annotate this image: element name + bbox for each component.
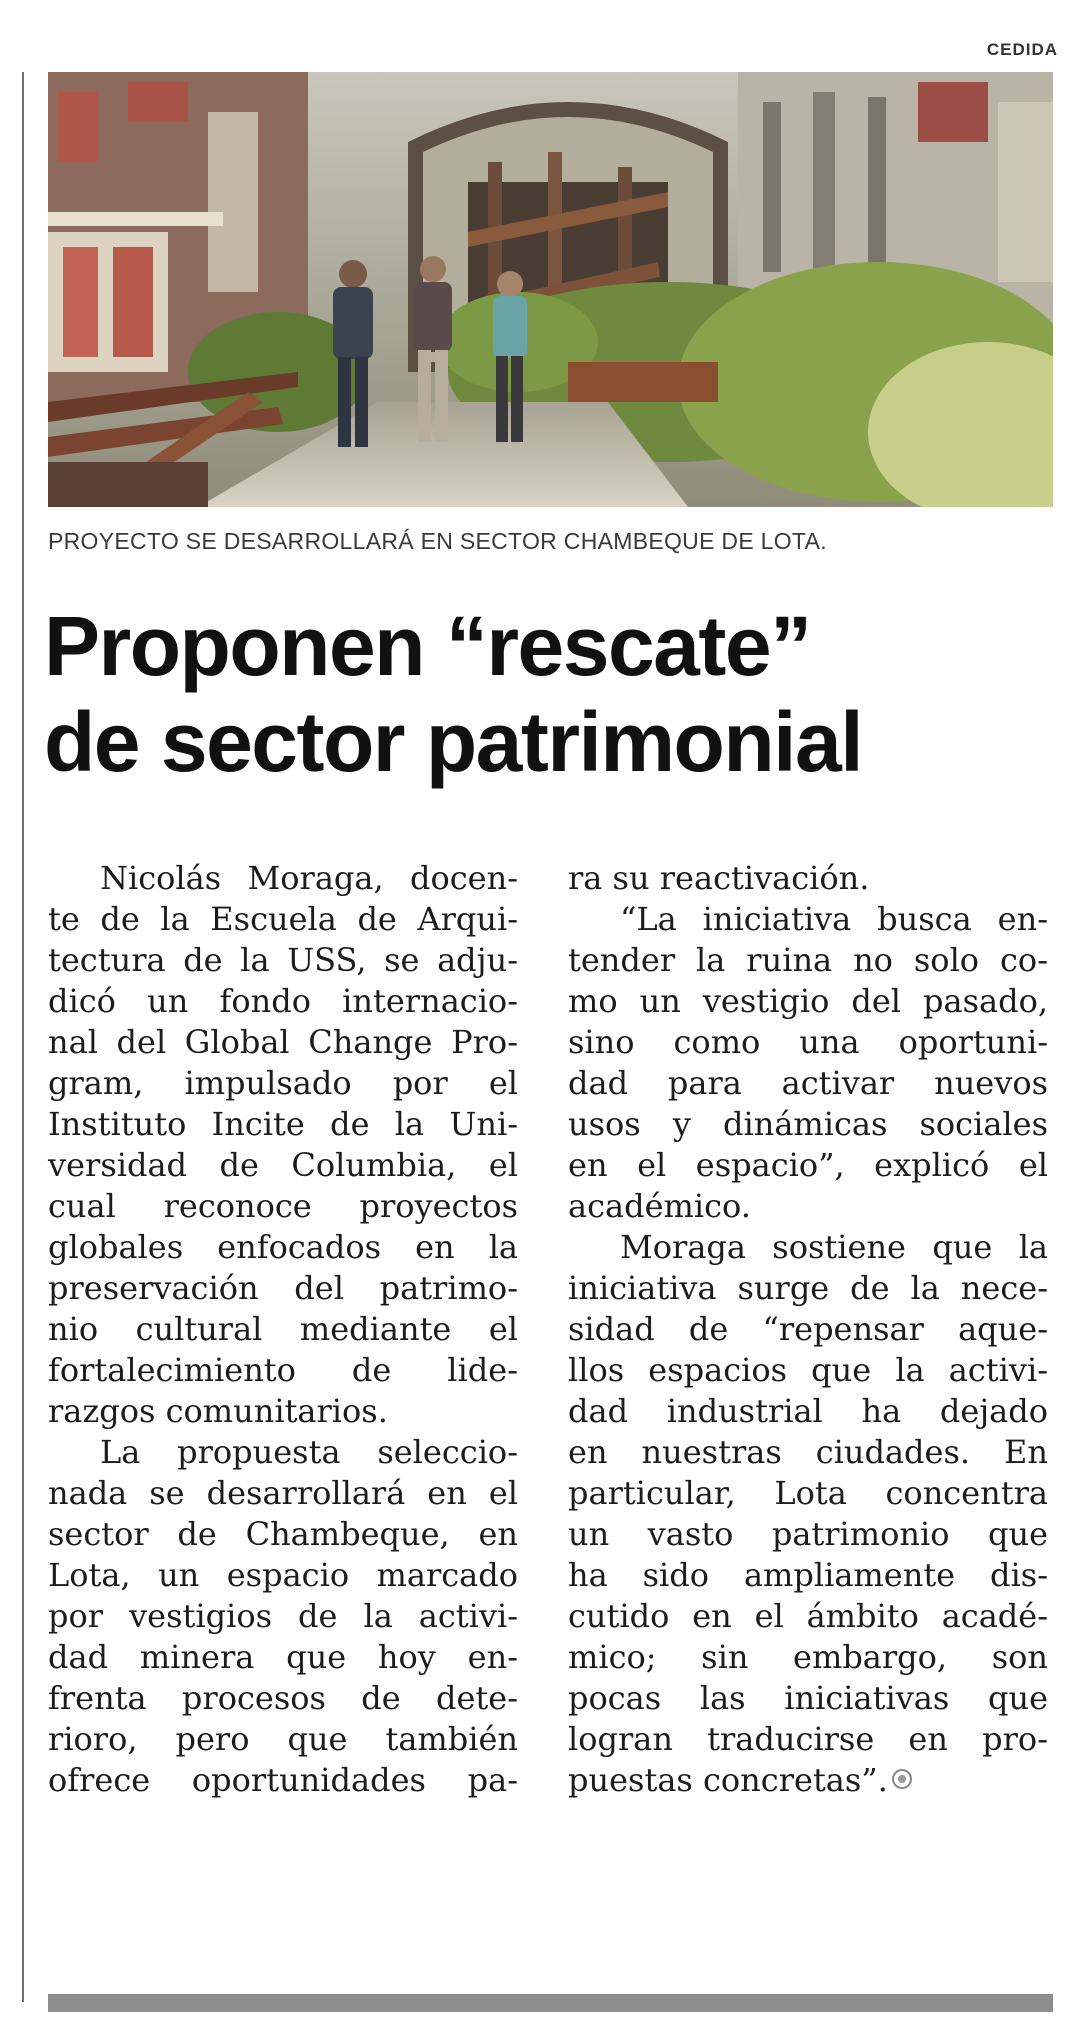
text-line: “La iniciativa busca en- (620, 900, 1048, 938)
text-line: dad para activar nuevos (568, 1064, 1048, 1102)
text-line: dad minera que hoy en- (48, 1638, 518, 1676)
text-line-final (568, 1760, 1048, 1801)
bottom-bar (48, 1994, 1053, 2012)
text-line: Nicolás Moraga, docen- (100, 859, 518, 897)
headline-line: de sector patrimonial (44, 695, 863, 789)
text-line: cutido en el ámbito acadé- (568, 1597, 1048, 1635)
text-line: llos espacios que la activi- (568, 1351, 1048, 1389)
text-line: en el espacio”, explicó el (568, 1146, 1048, 1184)
text-line: rioro, pero que también (48, 1720, 518, 1758)
text-line: frenta procesos de dete- (48, 1679, 518, 1717)
text-line: ha sido ampliamente dis- (568, 1556, 1048, 1594)
text-line: tectura de la USS, se adju- (48, 941, 518, 979)
text-line: por vestigios de la activi- (48, 1597, 518, 1635)
text-line: preservación del patrimo- (48, 1269, 518, 1307)
headline (44, 598, 1064, 790)
photo-credit: CEDIDA (986, 40, 1058, 59)
column-rule (22, 72, 24, 2002)
text-line: Moraga sostiene que la (620, 1228, 1048, 1266)
article-column-left (48, 858, 518, 1801)
text-line: te de la Escuela de Arqui- (48, 900, 518, 938)
article-column-right (568, 858, 1048, 1801)
text-line: en nuestras ciudades. En (568, 1433, 1048, 1471)
text-line: un vasto patrimonio que (568, 1515, 1048, 1553)
text-line: Instituto Incite de la Uni- (48, 1105, 518, 1143)
text-line: dad industrial ha dejado (568, 1392, 1048, 1430)
text-line: usos y dinámicas sociales (568, 1105, 1048, 1143)
text-line: ra su reactivación. (568, 859, 870, 897)
text-line: fortalecimiento de lide- (48, 1351, 518, 1389)
text-line: globales enfocados en la (48, 1228, 518, 1266)
text-line: sidad de “repensar aque- (568, 1310, 1048, 1348)
text-line-end: puestas concretas”. (568, 1761, 888, 1799)
text-line: La propuesta seleccio- (100, 1433, 518, 1471)
text-line: tender la ruina no solo co- (568, 941, 1048, 979)
headline-line: Proponen “rescate” (44, 599, 811, 693)
end-of-article-icon (892, 1769, 912, 1789)
text-line: Lota, un espacio marcado (48, 1556, 518, 1594)
text-line: particular, Lota concentra (568, 1474, 1048, 1512)
article-photo (48, 72, 1053, 507)
text-line: mico; sin embargo, son (568, 1638, 1048, 1676)
text-line: sector de Chambeque, en (48, 1515, 518, 1553)
text-line: académico. (568, 1187, 751, 1225)
text-line: gram, impulsado por el (48, 1064, 518, 1102)
text-line: logran traducirse en pro- (568, 1720, 1048, 1758)
text-line: sino como una oportuni- (568, 1023, 1048, 1061)
text-line: dicó un fondo internacio- (48, 982, 518, 1020)
text-line: mo un vestigio del pasado, (568, 982, 1048, 1020)
text-line: nio cultural mediante el (48, 1310, 518, 1348)
text-line: pocas las iniciativas que (568, 1679, 1048, 1717)
text-line: cual reconoce proyectos (48, 1187, 518, 1225)
text-line: nada se desarrollará en el (48, 1474, 518, 1512)
text-line: iniciativa surge de la nece- (568, 1269, 1048, 1307)
photo-caption: PROYECTO SE DESARROLLARÁ EN SECTOR CHAMBEQUE DE LOTA. (48, 528, 827, 554)
text-line: razgos comunitarios. (48, 1392, 388, 1430)
text-line: ofrece oportunidades pa- (48, 1761, 518, 1799)
text-line: nal del Global Change Pro- (48, 1023, 518, 1061)
text-line: versidad de Columbia, el (48, 1146, 518, 1184)
